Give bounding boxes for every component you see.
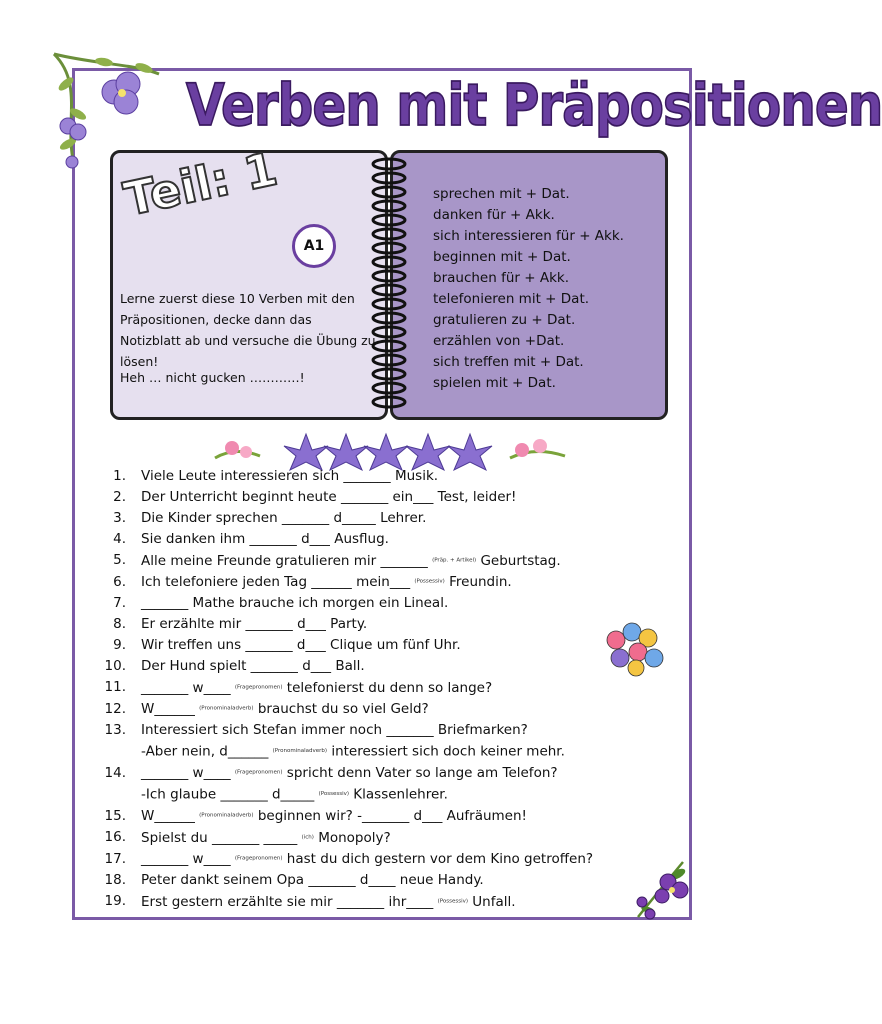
exercise-text: telefonierst du denn so lange? xyxy=(282,679,493,696)
page-title: Verben mit Präpositionen xyxy=(186,72,882,139)
exercise-text: Spielst du _______ _____ xyxy=(141,829,302,846)
exercise-item xyxy=(100,849,660,871)
verb-item: sich treffen mit + Dat. xyxy=(433,354,584,370)
exercise-text: beginnen wir? -_______ d___ Aufräumen! xyxy=(253,808,527,824)
verb-item: gratulieren zu + Dat. xyxy=(433,312,576,328)
exercise-item xyxy=(100,593,660,614)
verb-item: spielen mit + Dat. xyxy=(433,375,556,391)
exercise-text: Alle meine Freunde gratulieren mir _______ xyxy=(141,552,433,569)
exercise-number: 11. xyxy=(104,679,126,695)
verb-item: erzählen von +Dat. xyxy=(433,333,565,349)
violet-flowers-icon xyxy=(628,852,696,922)
grammar-hint: (Pronominaladverb) xyxy=(199,705,254,712)
exercise-number: 5. xyxy=(113,552,126,568)
exercise-number: 13. xyxy=(104,722,126,738)
verb-item: danken für + Akk. xyxy=(433,207,555,223)
exercise-item xyxy=(100,699,660,721)
grammar-hint: (ich) xyxy=(301,834,314,840)
exercise-line xyxy=(141,872,484,888)
exercise-text: Freundin. xyxy=(444,574,512,590)
exercise-text: Monopoly? xyxy=(313,829,391,846)
exercise-item xyxy=(100,487,660,508)
exercise-line xyxy=(141,637,461,653)
exercise-text: Er erzählte mir _______ d___ Party. xyxy=(141,616,368,632)
exercise-item xyxy=(100,529,660,550)
hint-text: Heh … nicht gucken …………! xyxy=(120,370,305,385)
exercise-text: Viele Leute interessieren sich _______ Musik. xyxy=(141,468,439,484)
exercise-number: 1. xyxy=(113,468,126,484)
exercise-text: Der Hund spielt _______ d___ Ball. xyxy=(141,658,365,674)
exercise-line xyxy=(141,830,391,846)
exercise-line xyxy=(141,808,527,824)
exercise-line xyxy=(141,510,426,526)
exercise-text: Klassenlehrer. xyxy=(349,786,448,803)
exercise-text: _______ w____ xyxy=(141,679,235,696)
exercise-text: interessiert sich doch keiner mehr. xyxy=(327,743,565,760)
exercise-number: 10. xyxy=(104,658,126,674)
level-badge: A1 xyxy=(292,224,336,268)
exercise-text: Peter dankt seinem Opa _______ d____ neue Handy. xyxy=(141,872,484,888)
grammar-hint: (Pronominaladverb) xyxy=(199,812,254,819)
exercise-item xyxy=(100,466,660,487)
exercise-item xyxy=(100,870,660,891)
exercise-line xyxy=(141,574,512,590)
exercise-line xyxy=(141,531,389,547)
exercise-text: Erst gestern erzählte sie mir _______ ihr____ xyxy=(141,893,438,910)
exercise-answer-line xyxy=(141,784,660,806)
exercise-line xyxy=(141,680,492,696)
grammar-hint: (Fragepronomen) xyxy=(234,684,283,690)
exercise-number: 18. xyxy=(104,872,126,888)
exercise-text: _______ w____ xyxy=(141,851,235,867)
grammar-hint: (Pronominaladverb) xyxy=(272,748,328,754)
exercise-line xyxy=(141,658,365,674)
exercise-text: -Aber nein, d______ xyxy=(141,743,273,760)
verb-item: brauchen für + Akk. xyxy=(433,270,569,286)
verb-item: sprechen mit + Dat. xyxy=(433,186,570,202)
exercise-item xyxy=(100,891,660,913)
flower-row-icon xyxy=(210,428,570,470)
exercise-text: hast du dich gestern vor dem Kino getroffen? xyxy=(282,851,594,867)
exercise-text: Der Unterricht beginnt heute _______ ein___ Test, leider! xyxy=(141,489,517,505)
exercise-item xyxy=(100,720,660,763)
exercise-text: spricht denn Vater so lange am Telefon? xyxy=(282,765,558,781)
exercise-text: _______ w____ xyxy=(141,765,235,781)
exercise-number: 17. xyxy=(104,850,126,867)
verb-item: beginnen mit + Dat. xyxy=(433,249,571,265)
exercise-text: Unfall. xyxy=(468,893,516,910)
exercise-number: 14. xyxy=(104,764,126,781)
exercise-item xyxy=(100,572,660,594)
part-heading: Teil: 1 xyxy=(119,141,282,227)
exercise-number: 3. xyxy=(113,510,126,526)
exercise-number: 8. xyxy=(113,616,126,632)
exercise-text: _______ Mathe brauche ich morgen ein Lineal. xyxy=(141,595,449,611)
verb-item: sich interessieren für + Akk. xyxy=(433,228,624,244)
exercise-line xyxy=(141,468,438,484)
exercise-number: 19. xyxy=(104,893,126,909)
exercise-number: 9. xyxy=(113,637,126,653)
exercise-line xyxy=(141,765,558,781)
exercise-text: W______ xyxy=(141,808,200,824)
exercise-number: 2. xyxy=(113,489,126,505)
exercise-text: Geburtstag. xyxy=(476,552,561,569)
exercise-answer-line xyxy=(141,741,660,763)
exercise-text: Sie danken ihm _______ d___ Ausflug. xyxy=(141,531,389,547)
verb-list xyxy=(433,184,663,394)
exercise-line xyxy=(141,595,448,611)
instructions-text: Lerne zuerst diese 10 Verben mit den Präpositionen, decke dann das Notizblatt ab und versuche die Übung zu lösen! xyxy=(120,291,376,369)
spiral-binding-icon xyxy=(366,150,412,422)
exercise-number: 4. xyxy=(113,531,126,547)
exercise-number: 16. xyxy=(104,829,126,845)
exercise-text: brauchst du so viel Geld? xyxy=(253,701,429,717)
exercise-line xyxy=(141,894,516,910)
exercise-number: 15. xyxy=(104,807,126,824)
exercise-item xyxy=(100,677,660,699)
flower-bouquet-icon xyxy=(600,618,668,678)
exercise-item xyxy=(100,635,660,656)
exercise-text: Interessiert sich Stefan immer noch _______ Briefmarken? xyxy=(141,722,528,738)
exercise-number: 6. xyxy=(113,573,126,590)
grammar-hint: (Possessiv) xyxy=(437,898,468,904)
exercise-item xyxy=(100,656,660,677)
grammar-hint: (Fragepronomen) xyxy=(234,855,283,862)
exercise-text: Wir treffen uns _______ d___ Clique um fünf Uhr. xyxy=(141,637,461,653)
grammar-hint: (Präp. + Artikel) xyxy=(432,557,477,563)
exercise-list xyxy=(100,466,660,913)
exercise-item xyxy=(100,614,660,635)
exercise-line xyxy=(141,701,429,717)
exercise-text: -Ich glaube _______ d_____ xyxy=(141,786,319,803)
exercise-line xyxy=(141,489,516,505)
grammar-hint: (Possessiv) xyxy=(414,578,445,585)
verb-item: telefonieren mit + Dat. xyxy=(433,291,590,307)
exercise-item xyxy=(100,827,660,849)
exercise-line xyxy=(141,851,593,867)
exercise-text: W______ xyxy=(141,701,200,717)
exercise-number: 12. xyxy=(104,700,126,717)
exercise-item xyxy=(100,550,660,572)
grammar-hint: (Fragepronomen) xyxy=(234,769,283,776)
exercise-text: Die Kinder sprechen _______ d_____ Lehrer. xyxy=(141,510,427,526)
exercise-text: Ich telefoniere jeden Tag ______ mein___ xyxy=(141,574,415,590)
exercise-item xyxy=(100,806,660,828)
exercise-number: 7. xyxy=(113,595,126,611)
exercise-line xyxy=(141,722,528,738)
exercise-line xyxy=(141,616,367,632)
exercise-line xyxy=(141,553,561,569)
grammar-hint: (Possessiv) xyxy=(318,791,349,797)
exercise-item xyxy=(100,763,660,806)
exercise-item xyxy=(100,508,660,529)
